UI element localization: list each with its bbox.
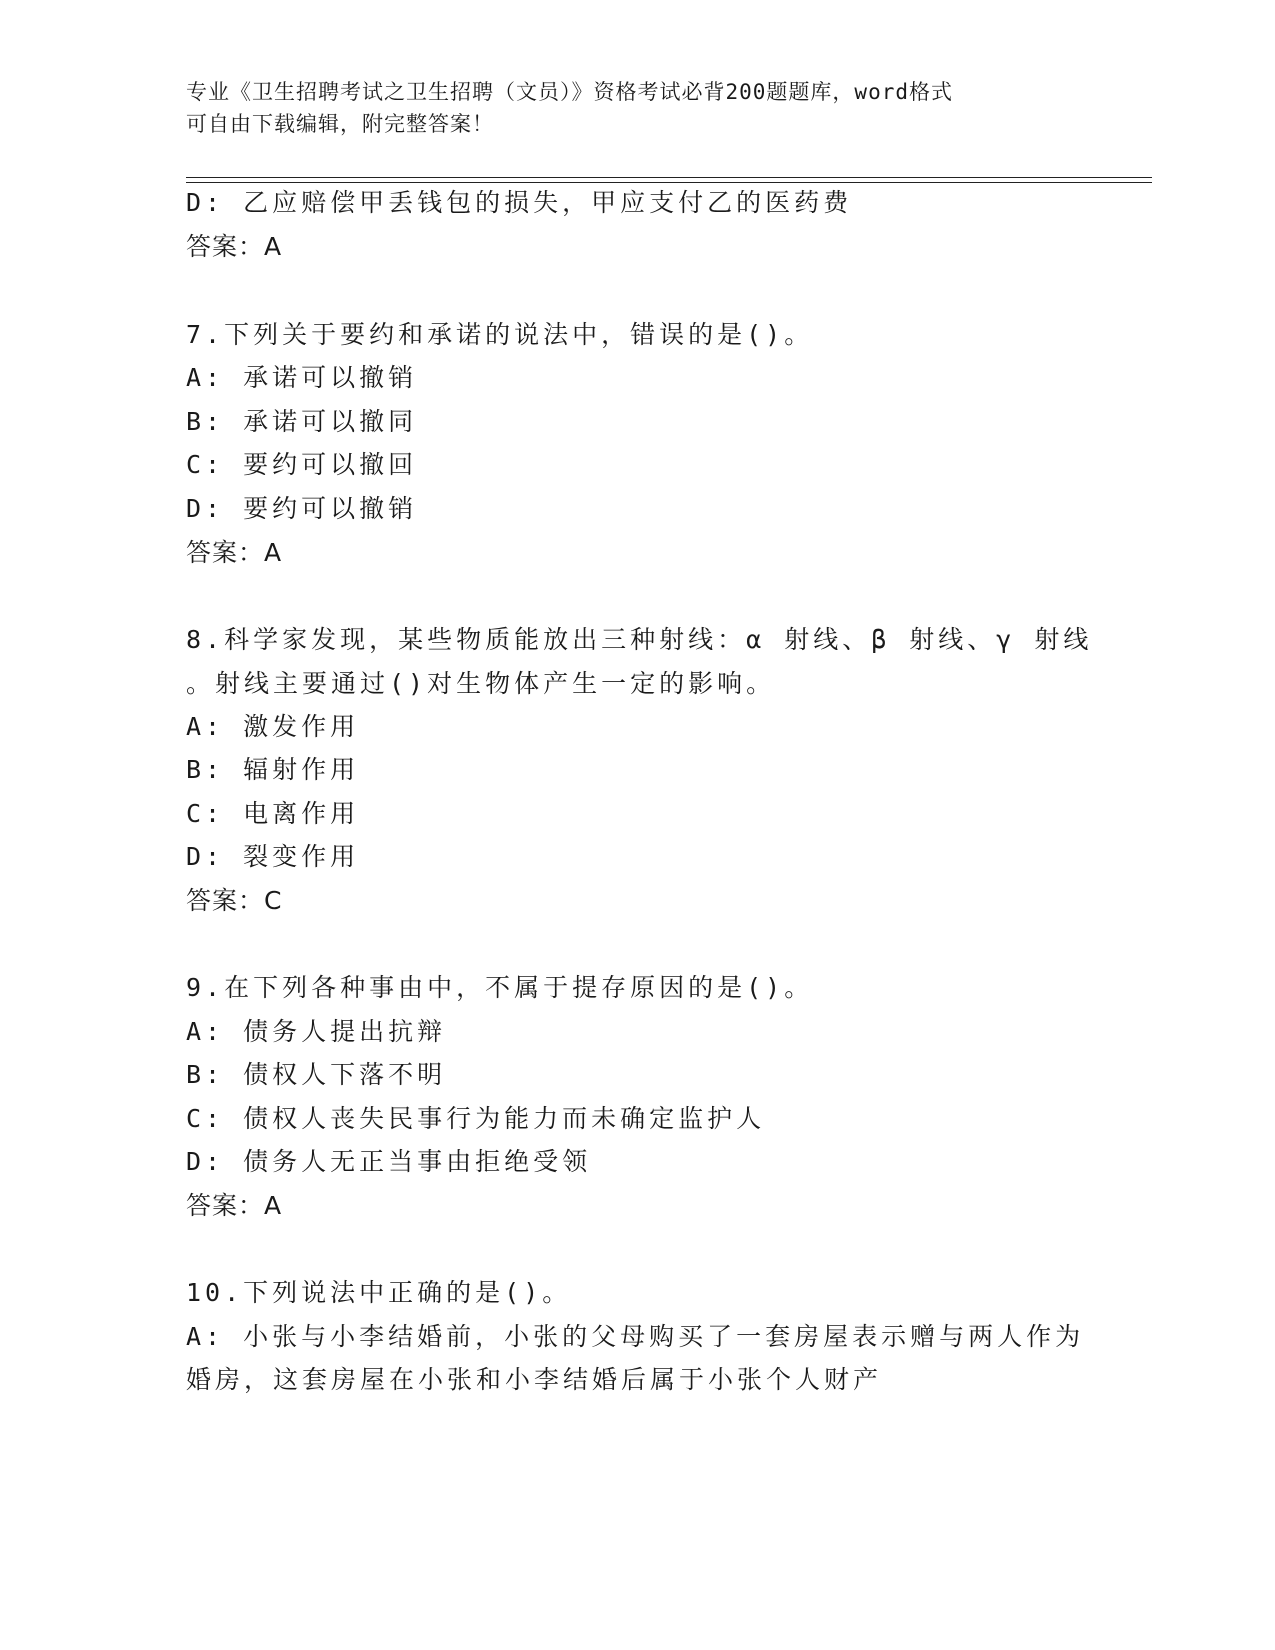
header-title-line-2: 可自由下载编辑，附完整答案！ bbox=[186, 112, 494, 136]
document-header bbox=[186, 76, 1086, 140]
q8-answer: 答案：C bbox=[186, 886, 283, 915]
q8-option-d: D: 裂变作用 bbox=[186, 842, 360, 871]
q8-stem-line-2: 。射线主要通过()对生物体产生一定的影响。 bbox=[186, 669, 776, 698]
q10-stem: 10.下列说法中正确的是()。 bbox=[186, 1278, 572, 1307]
q8-option-a: A: 激发作用 bbox=[186, 712, 360, 741]
q8-option-c: C: 电离作用 bbox=[186, 799, 360, 828]
q10-option-a-line-1: A: 小张与小李结婚前，小张的父母购买了一套房屋表示赠与两人作为 bbox=[186, 1322, 1085, 1351]
q7-stem: 7.下列关于要约和承诺的说法中，错误的是()。 bbox=[186, 320, 814, 349]
q8-option-b: B: 辐射作用 bbox=[186, 755, 360, 784]
q10-option-a-line-2: 婚房，这套房屋在小张和小李结婚后属于小张个人财产 bbox=[186, 1365, 883, 1394]
q9-stem: 9.在下列各种事由中，不属于提存原因的是()。 bbox=[186, 973, 814, 1002]
header-divider-top bbox=[186, 177, 1152, 178]
q7-option-b: B: 承诺可以撤同 bbox=[186, 407, 418, 436]
q7-option-d: D: 要约可以撤销 bbox=[186, 494, 418, 523]
q9-option-d: D: 债务人无正当事由拒绝受领 bbox=[186, 1147, 592, 1176]
q7-answer: 答案：A bbox=[186, 538, 283, 567]
prev-answer: 答案：A bbox=[186, 232, 283, 261]
q9-option-a: A: 债务人提出抗辩 bbox=[186, 1017, 447, 1046]
header-divider-bottom bbox=[186, 182, 1152, 183]
q9-option-b: B: 债权人下落不明 bbox=[186, 1060, 447, 1089]
q8-stem-line-1: 8.科学家发现，某些物质能放出三种射线：α 射线、β 射线、γ 射线 bbox=[186, 625, 1093, 654]
q9-answer: 答案：A bbox=[186, 1191, 283, 1220]
q7-option-a: A: 承诺可以撤销 bbox=[186, 363, 418, 392]
prev-option-d: D: 乙应赔偿甲丢钱包的损失，甲应支付乙的医药费 bbox=[186, 188, 853, 217]
header-title-line-1: 专业《卫生招聘考试之卫生招聘（文员）》资格考试必背200题题库，word格式 bbox=[186, 80, 953, 104]
q9-option-c: C: 债权人丧失民事行为能力而未确定监护人 bbox=[186, 1104, 766, 1133]
q7-option-c: C: 要约可以撤回 bbox=[186, 450, 418, 479]
